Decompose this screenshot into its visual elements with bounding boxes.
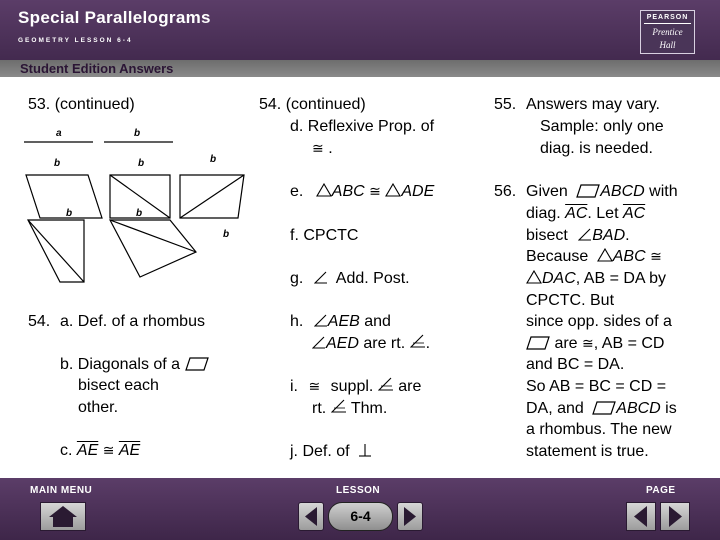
page-label: PAGE xyxy=(646,485,676,496)
congruent-icon: ≅ xyxy=(102,442,115,458)
label-b: b xyxy=(66,208,73,219)
q54d-line2: ≅ . xyxy=(312,140,333,157)
triangle-icon xyxy=(316,183,332,197)
angle-icon xyxy=(314,271,328,284)
lesson-prev-button[interactable] xyxy=(298,502,324,531)
angle-icon xyxy=(312,336,326,349)
q54d-line1: d. Reflexive Prop. of xyxy=(290,118,435,135)
label-b: b xyxy=(138,158,145,169)
q56-line3: bisect BAD. xyxy=(526,227,630,244)
q54h-line1: h. AEB and xyxy=(290,313,391,330)
angle-icon xyxy=(578,228,592,241)
q56-line13: statement is true. xyxy=(526,443,649,460)
q54f-answer: f. CPCTC xyxy=(290,227,359,244)
q54j-answer: j. Def. of xyxy=(290,441,372,462)
q53-heading: 53. (continued) xyxy=(28,96,135,113)
label-b: b xyxy=(54,158,61,169)
main-menu-button[interactable] xyxy=(40,502,86,531)
angles-icon xyxy=(331,399,347,414)
arrow-left-icon xyxy=(299,503,323,530)
arrow-right-icon xyxy=(661,503,689,530)
page-next-button[interactable] xyxy=(660,502,690,531)
q56-line10: So AB = BC = CD = xyxy=(526,378,667,395)
angles-icon xyxy=(410,334,426,349)
main-menu-label: MAIN MENU xyxy=(30,485,93,496)
q55-line3: diag. is needed. xyxy=(540,140,653,157)
q56-line4: Because ABC ≅ xyxy=(526,248,662,265)
q54c-answer: c. $\overline{AE}$ ≅ $\overline{AE}$ xyxy=(60,442,141,459)
q55-line1: Answers may vary. xyxy=(526,96,660,113)
lesson-next-button[interactable] xyxy=(397,502,423,531)
lesson-subtitle: GEOMETRY LESSON 6-4 xyxy=(18,37,133,44)
perpendicular-icon xyxy=(358,443,372,457)
lesson-label: LESSON xyxy=(336,485,381,496)
congruent-icon: ≅ xyxy=(369,183,381,199)
home-icon xyxy=(41,503,85,530)
parallelogram-icon xyxy=(185,357,209,371)
congruent-icon: ≅ xyxy=(308,378,321,394)
congruent-icon: ≅ xyxy=(582,335,594,351)
parallelogram-icon xyxy=(576,184,600,198)
q54h-line2: AED are rt. . xyxy=(312,333,430,354)
figure-diagonal-4 xyxy=(28,220,84,282)
label-a: a xyxy=(56,128,62,139)
figure-rhombus-2 xyxy=(110,220,196,277)
q54e-answer: e. ABC ≅ ADE xyxy=(290,183,435,200)
q54b-line1: b. Diagonals of a xyxy=(60,354,209,375)
q55-number: 55. xyxy=(494,96,517,113)
triangle-icon xyxy=(597,248,613,262)
label-b: b xyxy=(223,229,230,240)
q54-number: 54. xyxy=(28,313,51,330)
q56-line5: DAC, AB = DA by xyxy=(526,268,666,289)
congruent-icon: ≅ xyxy=(312,140,324,156)
q54a-answer: a. Def. of a rhombus xyxy=(60,313,205,330)
q54-continued-heading: 54. (continued) xyxy=(259,96,366,113)
arrow-right-icon xyxy=(398,503,422,530)
section-band xyxy=(0,60,720,77)
figure-parallelogram-1 xyxy=(26,175,102,218)
figure-diagonal-3 xyxy=(180,175,244,218)
q56-line9: and BC = DA. xyxy=(526,356,625,373)
q55-line2: Sample: only one xyxy=(540,118,664,135)
page-prev-button[interactable] xyxy=(626,502,656,531)
q54i-line1: i. ≅ suppl. are xyxy=(290,378,422,395)
footer-bar xyxy=(0,478,720,540)
q56-line8: are ≅, AB = CD xyxy=(526,333,664,354)
q56-line7: since opp. sides of a xyxy=(526,313,672,330)
page-title: Special Parallelograms xyxy=(18,8,211,27)
label-b: b xyxy=(134,128,141,139)
pearson-logo: PEARSON Prentice Hall xyxy=(640,10,695,54)
q54g-answer: g. Add. Post. xyxy=(290,270,410,287)
congruent-icon: ≅ xyxy=(650,248,662,264)
q54b-line3: other. xyxy=(78,399,119,416)
q56-line1: Given ABCD with xyxy=(526,183,678,200)
q56-line12: a rhombus. The new xyxy=(526,421,672,438)
lesson-number-button[interactable]: 6-4 xyxy=(328,502,393,531)
header-bar xyxy=(0,0,720,60)
parallelogram-figures xyxy=(18,122,258,292)
arrow-left-icon xyxy=(627,503,655,530)
angle-icon xyxy=(314,314,328,327)
parallelogram-icon xyxy=(592,401,616,415)
q54b-line2: bisect each xyxy=(78,377,159,394)
angles-icon xyxy=(378,377,394,392)
q56-line11: DA, and ABCD is xyxy=(526,400,677,417)
triangle-icon xyxy=(526,270,542,284)
label-b: b xyxy=(210,154,217,165)
q56-number: 56. xyxy=(494,183,517,200)
q56-line6: CPCTC. But xyxy=(526,292,615,309)
triangle-icon xyxy=(385,183,401,197)
label-b: b xyxy=(136,208,143,219)
parallelogram-icon xyxy=(526,336,550,350)
q56-line2: diag. $\overline{AC}$. Let $\overline{AC}$ xyxy=(526,205,646,222)
section-label: Student Edition Answers xyxy=(20,61,174,76)
q54i-line2: rt. Thm. xyxy=(312,400,388,417)
